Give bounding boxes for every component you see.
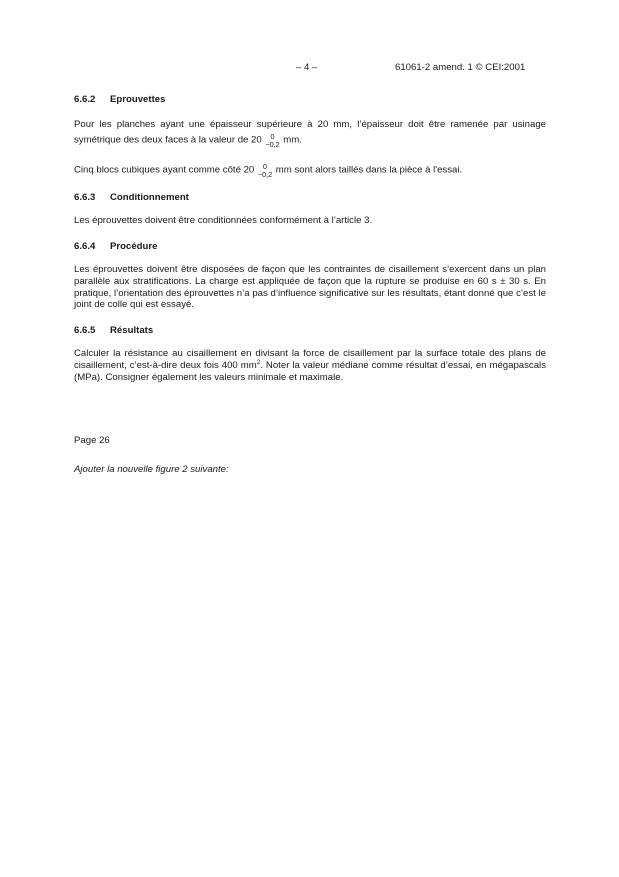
- paragraph-text: Cinq blocs cubiques ayant comme côté 20: [74, 164, 255, 176]
- section-heading-6-6-3: [74, 192, 546, 204]
- tolerance-lower: −0,2: [257, 169, 273, 179]
- document-body: [74, 94, 546, 475]
- instruction-text: Ajouter la nouvelle figure 2 suivante:: [74, 463, 229, 475]
- tolerance-upper: 0: [270, 131, 275, 141]
- paragraph-text: Calculer la résistance au cisaillement en divisant la force de cisaillement par la surface totale des plans de cisaillement, c’est-à-dire deux fois 400 mm: [74, 348, 546, 371]
- superscript: 2: [256, 358, 261, 366]
- section-heading-6-6-5: [74, 325, 546, 337]
- section-title: Eprouvettes: [110, 94, 166, 105]
- paragraph-text: mm.: [283, 134, 302, 146]
- document-reference: 61061-2 amend. 1 © CEI:2001: [395, 62, 526, 73]
- section-heading-6-6-2: [74, 94, 546, 106]
- paragraph-text: . Noter la valeur médiane comme résultat d’essai, en mégapascals (MPa). Consigner également les valeurs minimale et maximale.: [74, 359, 546, 383]
- tolerance-fraction: [265, 133, 279, 149]
- paragraph-text: Pour les planches ayant une épaisseur supérieure à 20 mm, l’épaisseur doit être ramenée par usinage symétrique des deux faces à la valeur de 20: [74, 118, 546, 146]
- paragraph-text: mm sont alors taillés dans la pièce à l'essai.: [275, 164, 463, 176]
- section-title: Conditionnement: [110, 191, 189, 203]
- tolerance-upper: 0: [263, 161, 268, 171]
- page-reference: Page 26: [74, 435, 110, 447]
- section-number: 6.6.5: [74, 324, 96, 336]
- section-number: 6.6.2: [74, 94, 96, 105]
- paragraph-conditioning: Les éprouvettes doivent être conditionnées conformément à l’article 3.: [74, 215, 373, 227]
- paragraph-procedure: Les éprouvettes doivent être disposées de façon que les contraintes de cisaillement s’exercent dans un plan parallèle aux stratifications. La charge est appliquée de façon que la rupture se produise en 60 s ± 30 s. En pratique, l’orientation des éprouvettes n’a pas d’influence significative sur les résultats, étant donné que c’est le joint de colle qui est essayé.: [74, 264, 546, 311]
- tolerance-lower: −0,2: [265, 139, 280, 149]
- section-number: 6.6.4: [74, 240, 96, 252]
- paragraph-cubic-blocks: [74, 162, 546, 178]
- paragraph-thickness: [74, 118, 546, 148]
- tolerance-fraction: [258, 163, 272, 179]
- section-title: Résultats: [110, 324, 154, 336]
- section-number: 6.6.3: [74, 191, 96, 203]
- paragraph-results: [74, 348, 546, 383]
- section-heading-6-6-4: [74, 241, 546, 253]
- page-number: – 4 –: [296, 62, 318, 73]
- section-title: Procédure: [110, 240, 158, 252]
